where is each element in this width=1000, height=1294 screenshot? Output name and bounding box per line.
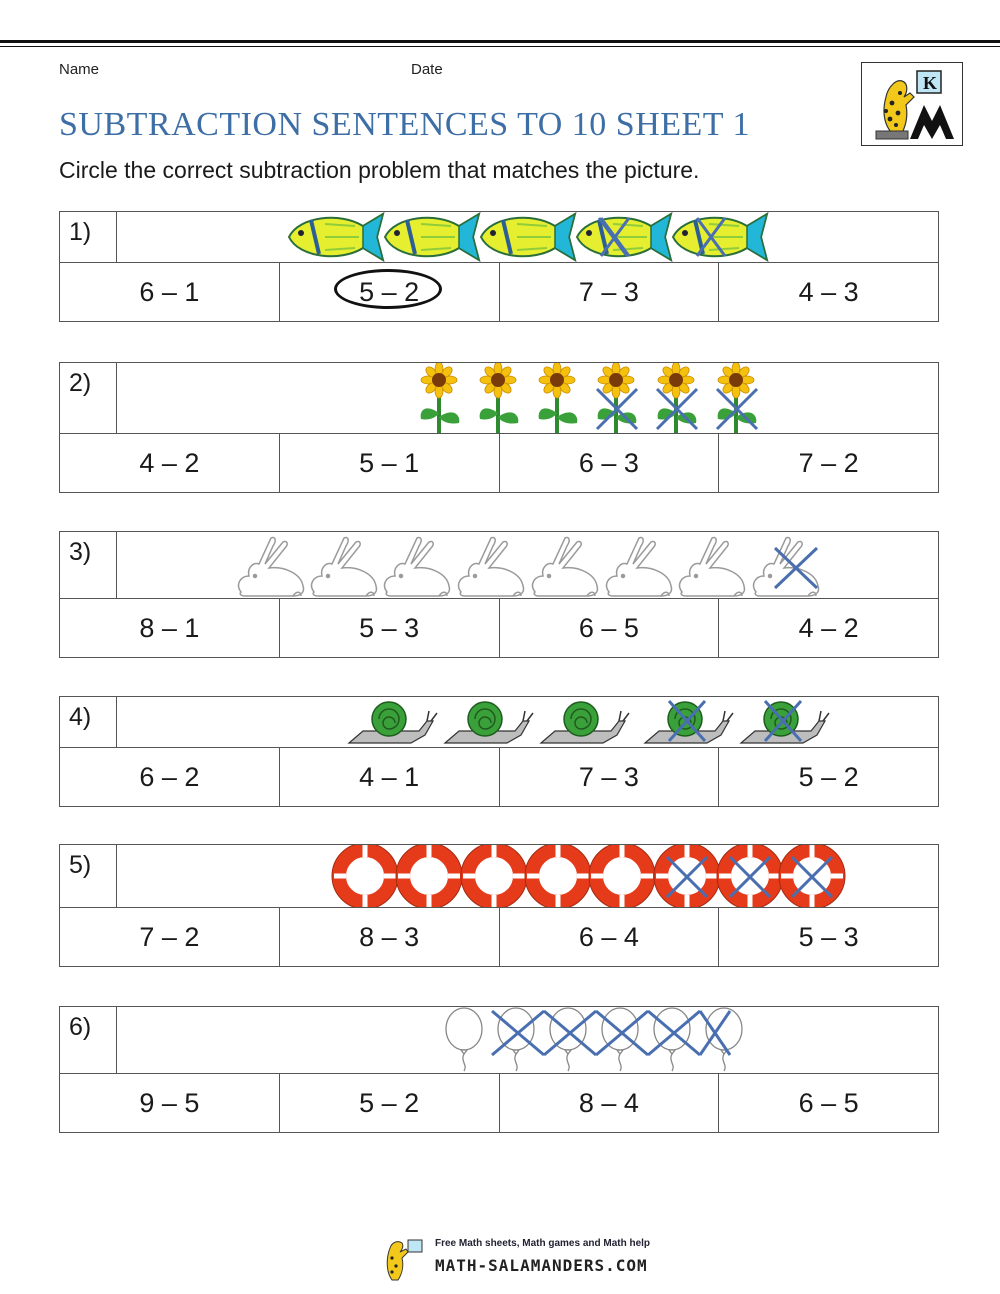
sunflower-picture (117, 363, 940, 433)
answer-choice[interactable]: 7 – 2 (798, 447, 859, 478)
answer-choice[interactable]: 4 – 2 (798, 612, 859, 643)
cross-mark-icon (492, 1011, 544, 1055)
problem-number: 3) (60, 532, 117, 598)
problem-number: 1) (60, 212, 117, 262)
balloon-icon (498, 1008, 534, 1071)
picture-cell (117, 532, 938, 598)
problem-number: 5) (60, 845, 117, 907)
answer-choice[interactable]: 4 – 2 (60, 434, 280, 492)
salamander-logo-icon (861, 62, 963, 146)
rabbit-icon (312, 537, 377, 596)
picture-cell (117, 1007, 938, 1073)
answer-choice[interactable]: 6 – 1 (60, 263, 280, 321)
problem-4 (59, 696, 939, 807)
problem-number: 6) (60, 1007, 117, 1073)
problem-5 (59, 844, 939, 967)
page-title: SUBTRACTION SENTENCES TO 10 SHEET 1 (59, 106, 750, 143)
picture-cell (117, 845, 938, 907)
footer-brand[interactable]: MATH-SALAMANDERS.COM (435, 1256, 648, 1275)
lifebuoy-icon (332, 845, 398, 907)
name-label: Name (59, 61, 100, 78)
answer-choice[interactable]: 7 – 3 (500, 263, 720, 321)
balloon-icon (602, 1008, 638, 1071)
picture-cell (117, 697, 938, 747)
balloon-icon (550, 1008, 586, 1071)
fish-picture (117, 212, 940, 262)
cross-mark-icon (730, 857, 770, 897)
picture-cell (117, 212, 938, 262)
answer-choice[interactable]: 5 – 3 (280, 599, 500, 657)
lifebuoy-icon (525, 845, 591, 907)
snail-icon (445, 702, 533, 743)
balloon-picture (117, 1007, 940, 1073)
answer-choice[interactable]: 5 – 2 (280, 1074, 500, 1132)
cross-mark-icon (648, 1011, 700, 1055)
choices-row (60, 1074, 938, 1132)
rabbit-icon (459, 537, 524, 596)
lifebuoy-icon (589, 845, 655, 907)
cross-mark-icon (700, 1011, 730, 1055)
answer-choice[interactable]: 6 – 3 (500, 434, 720, 492)
snail-icon (541, 702, 629, 743)
svg-text:K: K (923, 73, 938, 93)
rabbit-icon (607, 537, 672, 596)
answer-choice[interactable]: 6 – 5 (798, 1087, 859, 1118)
answer-choice[interactable]: 5 – 1 (280, 434, 500, 492)
problem-1 (59, 211, 939, 322)
picture-row (60, 1007, 938, 1074)
answer-choice[interactable]: 8 – 1 (60, 599, 280, 657)
rabbit-icon (754, 537, 819, 596)
answer-choice[interactable]: 4 – 3 (798, 276, 859, 307)
choices-row (60, 434, 938, 492)
picture-row (60, 532, 938, 599)
picture-row (60, 697, 938, 748)
lifebuoy-picture (117, 845, 940, 907)
cross-mark-icon (792, 857, 832, 897)
problem-6 (59, 1006, 939, 1133)
rabbit-icon (533, 537, 598, 596)
choices-row (60, 263, 938, 321)
problem-number: 2) (60, 363, 117, 433)
problem-3 (59, 531, 939, 658)
footer-logo[interactable] (380, 1234, 680, 1284)
answer-choice[interactable]: 8 – 4 (500, 1074, 720, 1132)
choices-row (60, 599, 938, 657)
top-rule (0, 40, 1000, 43)
picture-cell (117, 363, 938, 433)
balloon-icon (446, 1008, 482, 1071)
answer-choice[interactable]: 7 – 3 (500, 748, 720, 806)
footer-tagline: Free Math sheets, Math games and Math help (435, 1238, 651, 1249)
instructions: Circle the correct subtraction problem that matches the picture. (59, 157, 700, 183)
salamander-footer-icon (380, 1234, 430, 1284)
date-label: Date (411, 61, 443, 78)
fish-icon (481, 214, 575, 260)
answer-choice[interactable]: 5 – 3 (798, 921, 859, 952)
sunflower-icon (539, 363, 578, 433)
answer-choice[interactable]: 5 – 2 (798, 761, 859, 792)
fish-icon (673, 214, 767, 260)
rabbit-picture (117, 532, 940, 598)
choices-row (60, 748, 938, 806)
cross-mark-icon (544, 1011, 596, 1055)
answer-choice[interactable]: 8 – 3 (280, 908, 500, 966)
balloon-icon (654, 1008, 690, 1071)
answer-choice[interactable]: 6 – 5 (500, 599, 720, 657)
lifebuoy-icon (396, 845, 462, 907)
problem-number: 4) (60, 697, 117, 747)
rabbit-icon (385, 537, 450, 596)
top-rule-thin (0, 46, 1000, 47)
rabbit-icon (680, 537, 745, 596)
answer-choice-circled[interactable]: 5 – 2 (280, 263, 500, 321)
fish-icon (385, 214, 479, 260)
choices-row (60, 908, 938, 966)
answer-choice[interactable]: 4 – 1 (280, 748, 500, 806)
picture-row (60, 212, 938, 263)
fish-icon (289, 214, 383, 260)
answer-choice[interactable]: 6 – 2 (60, 748, 280, 806)
snail-icon (349, 702, 437, 743)
problem-2 (59, 362, 939, 493)
cross-mark-icon (667, 857, 707, 897)
rabbit-icon (239, 537, 304, 596)
cross-mark-icon (596, 1011, 648, 1055)
picture-row (60, 363, 938, 434)
sunflower-icon (480, 363, 519, 433)
lifebuoy-icon (461, 845, 527, 907)
answer-choice[interactable]: 9 – 5 (60, 1074, 280, 1132)
sunflower-icon (421, 363, 460, 433)
snail-picture (117, 697, 940, 747)
picture-row (60, 845, 938, 908)
answer-choice[interactable]: 7 – 2 (60, 908, 280, 966)
answer-choice[interactable]: 6 – 4 (500, 908, 720, 966)
